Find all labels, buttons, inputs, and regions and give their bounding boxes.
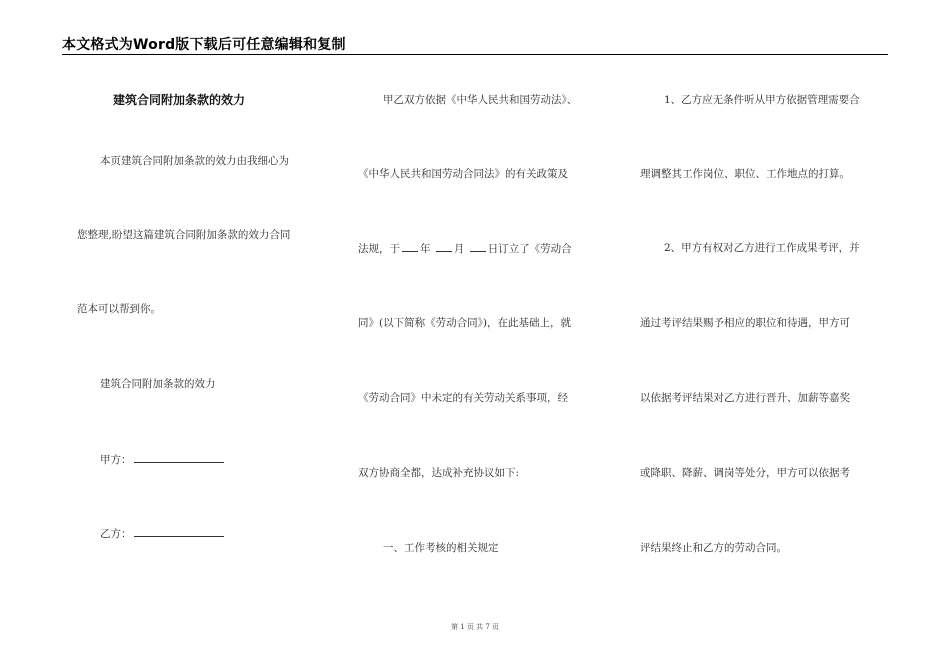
- intro-line-1: 本页建筑合同附加条款的效力由我细心为: [100, 155, 289, 167]
- middle-line-3-a: 法规，于: [358, 243, 400, 255]
- party-a-row: [100, 452, 226, 467]
- middle-line-4: 同》(以下简称《劳动合同》)，在此基础上，就: [358, 317, 571, 329]
- contract-subtitle: 建筑合同附加条款的效力: [100, 378, 216, 390]
- middle-line-1: 甲乙双方依据《中华人民共和国劳动法》、: [383, 94, 578, 106]
- page-number-footer: 第 1 页 共 7 页: [450, 623, 500, 631]
- right-line-4: 通过考评结果赐予相应的职位和待遇，甲方可: [640, 317, 850, 329]
- middle-line-5: 《劳动合同》中未定的有关劳动关系事项，经: [358, 392, 568, 404]
- month-blank: [436, 241, 452, 252]
- right-line-1: 1、乙方应无条件听从甲方依据管理需要合: [664, 94, 860, 106]
- right-line-3: 2、甲方有权对乙方进行工作成果考评，并: [664, 242, 860, 254]
- year-blank: [402, 241, 418, 252]
- party-a-blank: [134, 452, 224, 463]
- document-title: 建筑合同附加条款的效力: [113, 93, 246, 107]
- party-b-row: [100, 526, 226, 541]
- middle-line-2: 《中华人民共和国劳动合同法》的有关政策及: [358, 168, 568, 180]
- middle-line-3-c: 月: [453, 243, 465, 255]
- party-b-blank: [134, 526, 224, 537]
- section-heading: 一、工作考核的相关规定: [383, 542, 499, 554]
- middle-line-3: [358, 241, 572, 256]
- right-line-6: 或降职、降薪、调岗等处分，甲方可以依据考: [640, 467, 850, 479]
- document-header-title: 本文格式为Word版下载后可任意编辑和复制: [62, 37, 346, 53]
- party-a-label: 甲方：: [100, 454, 132, 466]
- column-middle: [330, 0, 640, 672]
- column-right: [640, 0, 900, 672]
- day-blank: [470, 241, 486, 252]
- intro-line-2: 您整理,盼望这篇建筑合同附加条款的效力合同: [77, 229, 291, 241]
- middle-line-6: 双方协商全都，达成补充协议如下:: [358, 467, 520, 479]
- right-line-2: 理调整其工作岗位、职位、工作地点的打算。: [640, 168, 850, 180]
- middle-line-3-b: 年: [420, 243, 431, 255]
- right-line-5: 以依据考评结果对乙方进行晋升、加薪等嘉奖: [640, 392, 850, 404]
- right-line-7: 评结果终止和乙方的劳动合同。: [640, 542, 787, 554]
- party-b-label: 乙方：: [100, 528, 132, 540]
- column-left: [0, 0, 330, 672]
- middle-line-3-d: 日订立了《劳动合: [487, 243, 572, 255]
- intro-line-3: 范本可以帮到你。: [77, 303, 161, 315]
